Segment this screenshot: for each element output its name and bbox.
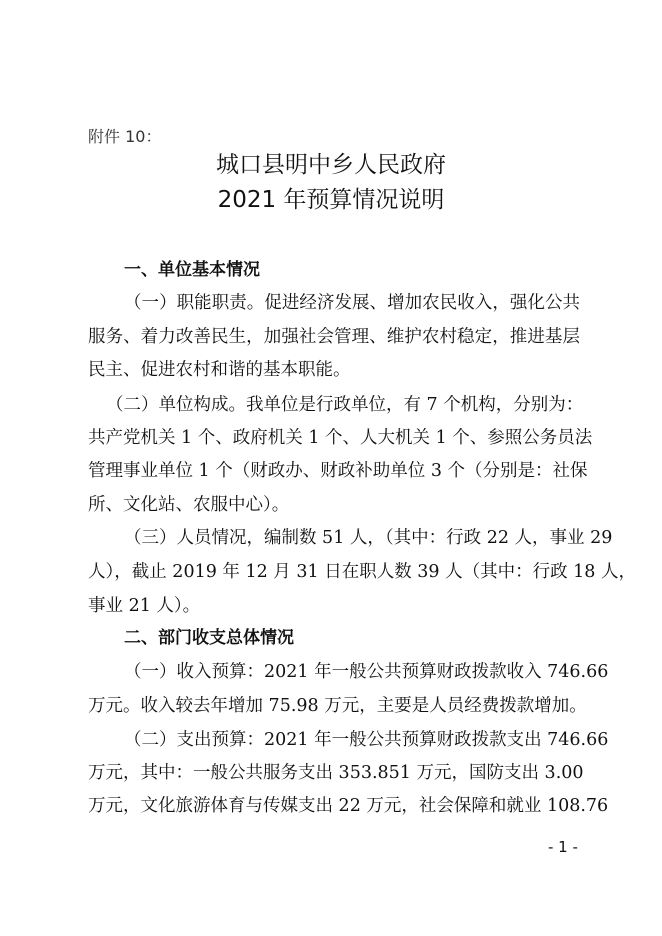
- paragraph-line: 人），截止 2019 年 12 月 31 日在职人数 39 人（其中：行政 18 人，: [88, 562, 636, 582]
- paragraph-line: 民主、促进农村和谐的基本职能。: [88, 360, 351, 380]
- attachment-label: 附件 10：: [88, 127, 162, 146]
- paragraph-line: 所、文化站、农服中心）。: [88, 495, 290, 515]
- paragraph-line: （二）支出预算：2021 年一般公共预算财政拨款支出 746.66: [124, 730, 609, 750]
- paragraph-line: （三）人员情况，编制数 51 人，（其中：行政 22 人，事业 29: [124, 528, 613, 548]
- paragraph-line: 共产党机关 1 个、政府机关 1 个、人大机关 1 个、参照公务员法: [88, 428, 593, 448]
- paragraph-line: （一）职能职责。促进经济发展、增加农民收入，强化公共: [124, 293, 580, 313]
- paragraph-line: 管理事业单位 1 个（财政办、财政补助单位 3 个（分别是：社保: [88, 461, 588, 481]
- section-heading-2: 二、部门收支总体情况: [124, 628, 294, 648]
- paragraph-line: （一）收入预算：2021 年一般公共预算财政拨款收入 746.66: [124, 662, 609, 682]
- paragraph-line: 万元，其中：一般公共服务支出 353.851 万元，国防支出 3.00: [88, 763, 584, 783]
- paragraph-line: 万元，文化旅游体育与传媒支出 22 万元，社会保障和就业 108.76: [88, 796, 609, 816]
- page-number: - 1 -: [548, 838, 578, 856]
- document-title-line-2: 2021 年预算情况说明: [217, 187, 445, 213]
- paragraph-line: 事业 21 人）。: [88, 596, 201, 616]
- paragraph-line: （二）单位构成。我单位是行政单位，有 7 个机构，分别为：: [106, 395, 584, 415]
- document-title-line-1: 城口县明中乡人民政府: [216, 152, 446, 178]
- section-heading-1: 一、单位基本情况: [124, 260, 260, 280]
- paragraph-line: 万元。收入较去年增加 75.98 万元，主要是人员经费拨款增加。: [88, 696, 587, 716]
- paragraph-line: 服务、着力改善民生，加强社会管理、维护农村稳定，推进基层: [88, 327, 580, 347]
